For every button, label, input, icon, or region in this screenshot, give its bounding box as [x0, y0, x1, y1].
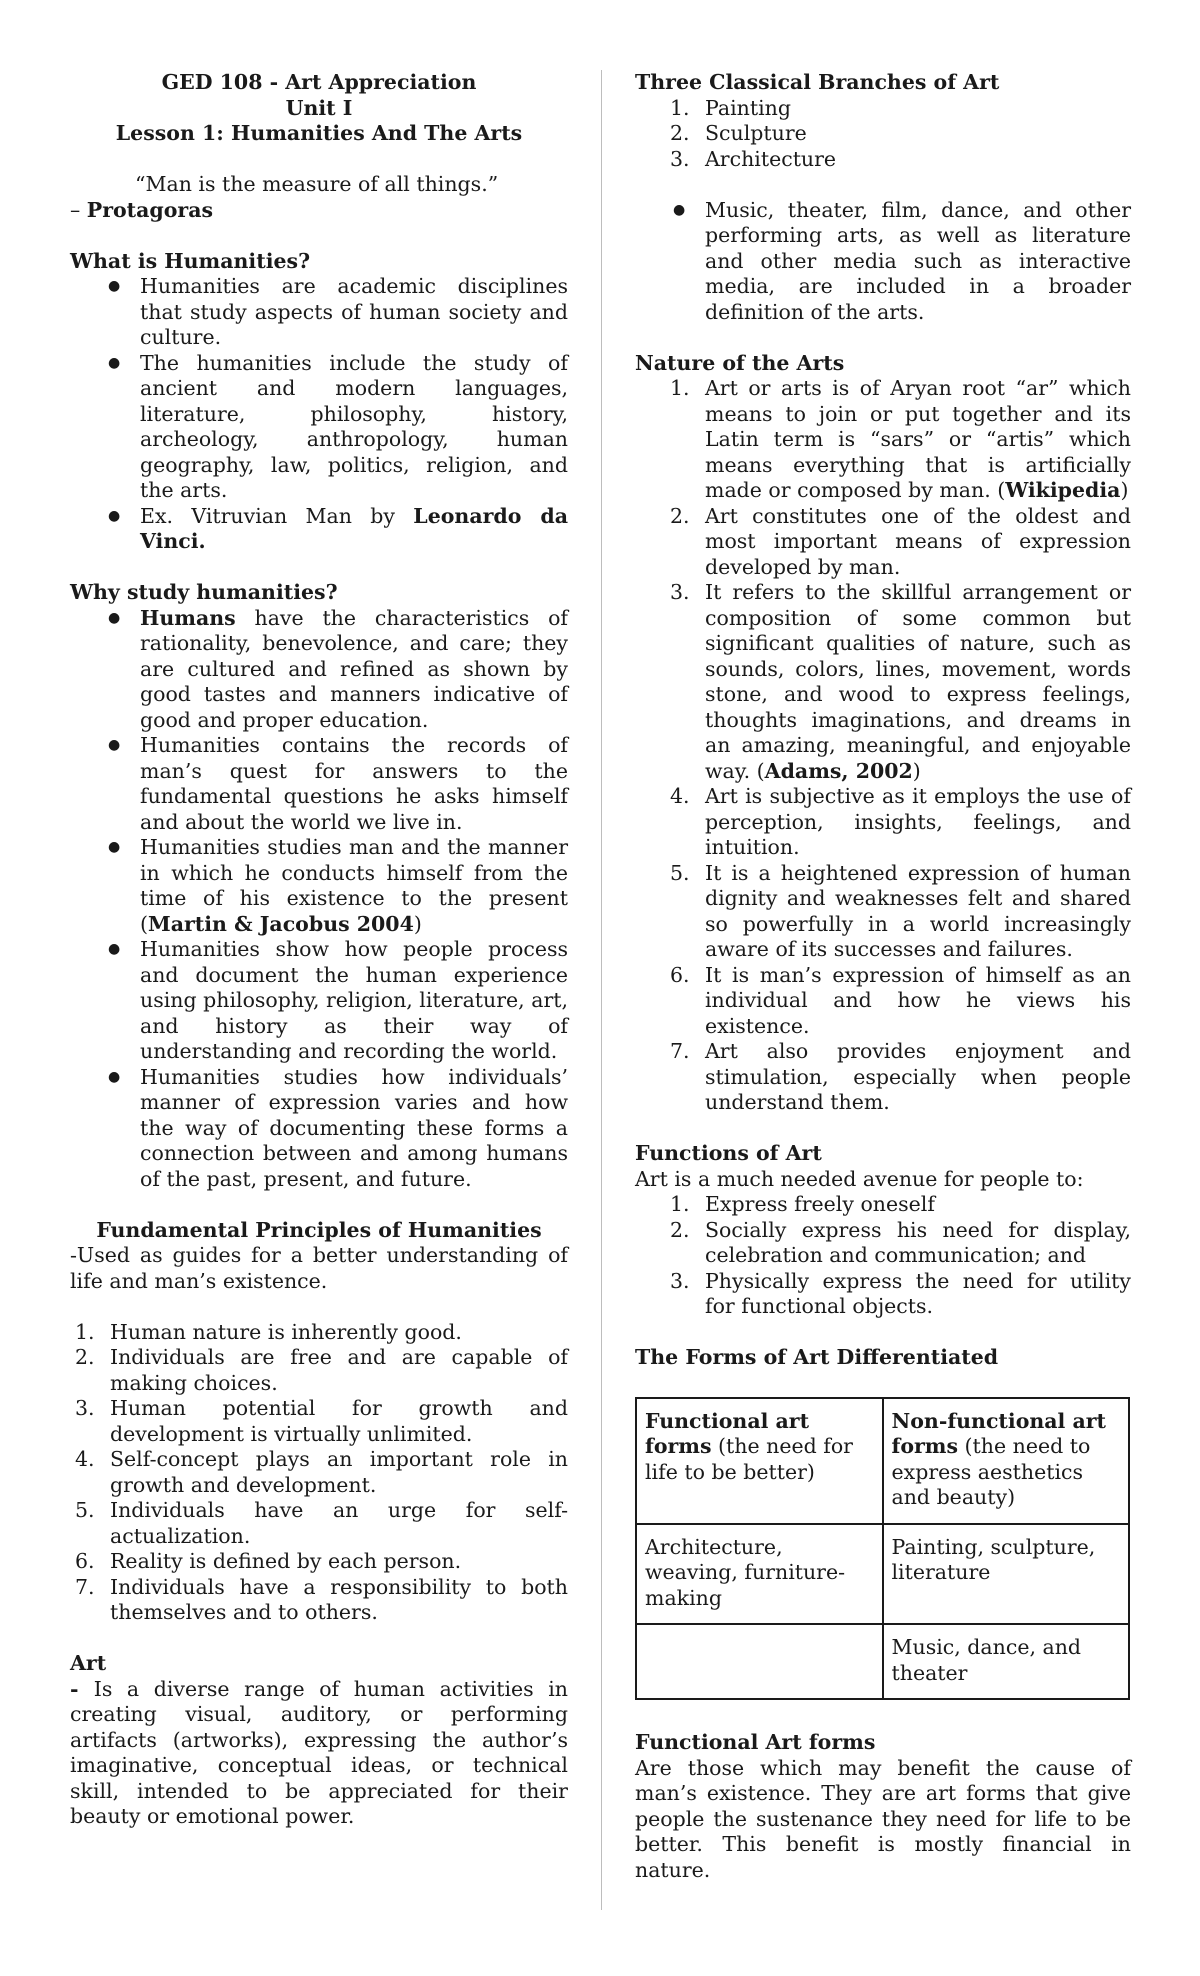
list-item [635, 1269, 1131, 1320]
list-item-text: Individuals are free and are capable of making choices. [110, 1345, 568, 1395]
list-number: 2. [670, 503, 690, 528]
list-number: 1. [670, 1192, 690, 1216]
list-item-text: Express freely oneself [705, 1192, 935, 1216]
list-number: 6. [75, 1549, 95, 1573]
list-item: ● The humanities include the study of ancient and modern languages, literature, philosophy, history, archeology, anthropology, human geography, law, politics, religion, and the arts. [70, 351, 568, 504]
table-cell [636, 1624, 883, 1699]
list-item-text: Art is subjective as it employs the use of perception, insights, feelings, and intuition. [705, 784, 1131, 859]
list-number: 2. [670, 121, 690, 145]
list-item-text: It is a heightened expression of human dignity and weaknesses felt and shared so powerfully in a world increasingly aware of its successes and failures. [705, 860, 1131, 961]
list-item: ● Humanities studies how individuals’ manner of expression varies and how the way of documenting these forms a connection between and among humans of the past, present, and future. [70, 1065, 568, 1193]
list-number: 4. [670, 784, 690, 808]
list-item-text: Physically express the need for utility for functional objects. [705, 1268, 1131, 1318]
functions-intro: Art is a much needed avenue for people to: [635, 1166, 1084, 1191]
column-header-note: (the need to express aesthetics and beauty) [891, 1434, 1091, 1509]
list-item [70, 606, 568, 734]
citation: Adams, 2002 [764, 758, 913, 783]
list-item: ● Humanities contains the records of man’s quest for answers to the fundamental questions he asks himself and about the world we live in. [70, 733, 568, 835]
list-item [70, 1447, 568, 1498]
list-number: 3. [670, 580, 690, 604]
list-number: 7. [670, 1039, 690, 1063]
table-row [636, 1524, 1129, 1625]
list-item-text: Art or arts is of Aryan root “ar” which means to join or put together and its Latin term is “sars” or “artis” which means everything that is artificially made or composed by man. ( [705, 376, 1131, 502]
list-item-text: It refers to the skillful arrangement or composition of some common but significant qualities of nature, such as sounds, colors, lines, movement, words stone, and wood to express feelings, thoughts imaginations, and dreams in an amazing, meaningful, and enjoyable way. ( [705, 580, 1131, 783]
list-item [635, 504, 1131, 581]
citation-close: ) [413, 911, 422, 936]
list-item-text: Socially express his need for display, celebration and communication; and [705, 1217, 1131, 1267]
list-item-text: Individuals have a responsibility to both themselves and to others. [110, 1574, 568, 1624]
lesson-title: Lesson 1: Humanities And The Arts [115, 121, 523, 145]
table-cell: Music, dance, and theater [883, 1624, 1130, 1699]
right-column [635, 70, 1131, 1883]
list-item [70, 1498, 568, 1549]
list-item [70, 1549, 568, 1575]
art-dash: - [70, 1676, 94, 1701]
list-item [635, 580, 1131, 784]
forms-heading: The Forms of Art Differentiated [635, 1345, 999, 1369]
table-cell [636, 1398, 883, 1524]
list-item [70, 504, 568, 555]
art-definition [70, 1677, 568, 1830]
course-title: GED 108 - Art Appreciation [161, 70, 477, 94]
citation-close: ) [912, 758, 921, 783]
list-number: 3. [670, 1268, 690, 1293]
list-number: 2. [75, 1345, 95, 1369]
example-prefix: Ex. Vitruvian Man by [140, 503, 414, 528]
list-number: 1. [75, 1319, 95, 1344]
list-item-text: Architecture [705, 146, 837, 171]
list-item [70, 1575, 568, 1626]
unit-title: Unit I [285, 95, 353, 120]
nature-heading: Nature of the Arts [635, 350, 845, 375]
forms-table [635, 1397, 1130, 1701]
list-item [635, 1192, 1131, 1218]
quote-author: Protagoras [86, 197, 214, 222]
citation: Wikipedia [1005, 478, 1121, 502]
list-number: 2. [670, 1217, 690, 1242]
quote-author-line [70, 198, 568, 224]
list-item-text: Reality is defined by each person. [110, 1549, 462, 1573]
list-number: 3. [670, 146, 690, 171]
nature-list [635, 376, 1131, 1116]
table-cell: Painting, sculpture, literature [883, 1524, 1130, 1625]
why-study-list [70, 606, 568, 1193]
list-number: 1. [670, 376, 690, 400]
list-number: 1. [670, 95, 690, 120]
list-item-text: Art also provides enjoyment and stimulation, especially when people understand them. [705, 1039, 1131, 1114]
list-number: 6. [670, 962, 690, 987]
principles-heading: Fundamental Principles of Humanities [96, 1217, 542, 1242]
art-definition-text: Is a diverse range of human activities in creating visual, auditory, or performing artifacts (artworks), expressing the author’s imaginative, conceptual ideas, or technical skill, intended to be appreciated for their beauty or emotional power. [70, 1676, 568, 1828]
table-cell: Architecture, weaving, furniture-making [636, 1524, 883, 1625]
left-column [70, 70, 568, 1830]
functional-forms-text: Are those which may benefit the cause of man’s existence. They are art forms that give people the sustenance they need for life to be better. This benefit is mostly financial in nature. [635, 1755, 1131, 1882]
list-item [635, 376, 1131, 504]
branches-list [635, 96, 1131, 173]
list-number: 5. [670, 860, 690, 885]
list-item-text: Human nature is inherently good. [110, 1319, 462, 1344]
functions-list [635, 1192, 1131, 1320]
quote-dash: – [70, 197, 87, 222]
column-header: Non-functional art forms [891, 1408, 1107, 1458]
list-item-text: Human potential for growth and development is virtually unlimited. [110, 1396, 568, 1446]
list-number: 3. [75, 1396, 95, 1420]
principles-list [70, 1320, 568, 1626]
branches-heading: Three Classical Branches of Art [635, 70, 1000, 94]
column-divider [601, 70, 602, 1910]
list-item [635, 96, 1131, 122]
list-item: ● Humanities show how people process and document the human experience using philosophy, religion, literature, art, and history as their way of understanding and recording the world. [70, 937, 568, 1065]
list-item [70, 1396, 568, 1447]
why-study-heading: Why study humanities? [70, 580, 338, 604]
table-row [636, 1624, 1129, 1699]
list-item [635, 784, 1131, 861]
functional-forms-heading: Functional Art forms [635, 1730, 876, 1754]
list-item [70, 1345, 568, 1396]
list-item-text: Painting [705, 95, 791, 120]
list-item: ● Humanities are academic disciplines that study aspects of human society and culture. [70, 274, 568, 351]
list-item [635, 147, 1131, 173]
example-artist: Leonardo da Vinci. [140, 503, 568, 553]
what-is-humanities-heading: What is Humanities? [70, 248, 311, 273]
citation-close: ) [1120, 478, 1129, 502]
list-item [635, 1218, 1131, 1269]
citation: Martin & Jacobus 2004 [148, 911, 414, 936]
list-number: 4. [75, 1447, 95, 1471]
list-item-text: have the characteristics of rationality, benevolence, and care; they are cultured and refined as shown by good tastes and manners indicative of good and proper education. [140, 605, 568, 732]
table-row [636, 1398, 1129, 1524]
art-heading: Art [70, 1651, 107, 1675]
list-item-text: Individuals have an urge for self-actualization. [110, 1498, 568, 1548]
list-item [70, 835, 568, 937]
list-item [635, 121, 1131, 147]
list-item [70, 1320, 568, 1346]
functions-heading: Functions of Art [635, 1141, 822, 1165]
list-item [635, 861, 1131, 963]
branches-note-list [635, 198, 1131, 326]
list-item [635, 1039, 1131, 1116]
list-item: ● Music, theater, film, dance, and other performing arts, as well as literature and other media such as interactive media, are included in a broader definition of the arts. [635, 198, 1131, 326]
list-number: 5. [75, 1498, 95, 1522]
column-header: Functional art forms [645, 1408, 810, 1458]
column-header-note: (the need for life to be better) [645, 1434, 853, 1484]
list-item-text: Art constitutes one of the oldest and most important means of expression developed by man. [705, 503, 1131, 579]
principles-intro: -Used as guides for a better understanding of life and man’s existence. [70, 1243, 568, 1293]
list-item [635, 963, 1131, 1040]
what-is-humanities-list [70, 274, 568, 555]
quote-text: “Man is the measure of all things.” [135, 172, 499, 196]
humans-term: Humans [140, 605, 236, 630]
list-item-text: Sculpture [705, 121, 807, 145]
list-number: 7. [75, 1574, 95, 1599]
table-cell [883, 1398, 1130, 1524]
list-item-text: Humanities studies man and the manner in which he conducts himself from the time of his existence to the present ( [140, 835, 568, 936]
list-item-text: It is man’s expression of himself as an individual and how he views his existence. [705, 962, 1131, 1038]
list-item-text: Self-concept plays an important role in growth and development. [110, 1447, 568, 1497]
